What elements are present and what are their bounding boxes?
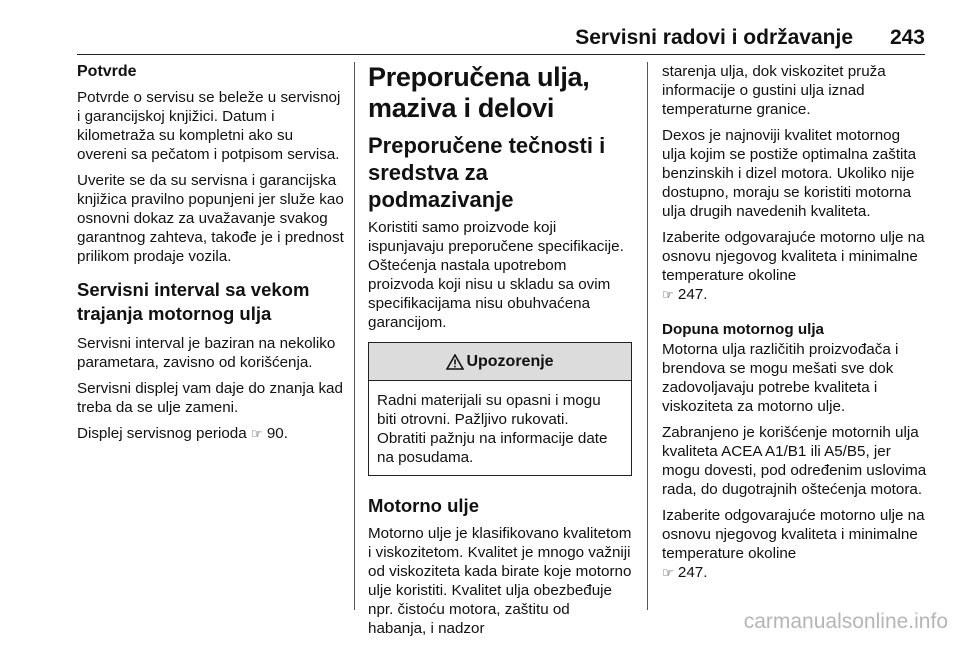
column-divider [354, 62, 355, 610]
paragraph: Motorna ulja različitih proizvođača i brendova se mogu mešati sve dok zadovoljavaju potrebe kvaliteta i viskoziteta za motorno ulje. [662, 341, 899, 415]
paragraph: Zabranjeno je korišćenje motornih ulja kvaliteta ACEA A1/B1 ili A5/B5, jer mogu dovesti, pod određenim uslovima rada, do dugotrajnih oštećenja motora. [662, 424, 927, 498]
page-reference-icon: ☞ [662, 287, 674, 302]
paragraph-with-reference: Izaberite odgovarajuće motorno ulje na osnovu njegovog kvaliteta i minimalne temperature okoline ☞ 247. [662, 507, 925, 581]
heading-service-interval: Servisni interval sa vekom trajanja motornog ulja [77, 279, 310, 324]
paragraph: starenja ulja, dok viskozitet pruža informacije o gustini ulja iznad temperaturne granice. [662, 63, 886, 118]
paragraph: Dexos je najnoviji kvalitet motornog ulja kojim se postiže optimalna zaštita benzinskih i dizel motora. Ukoliko nije dostupno, moraju se koristiti motorna ulja drugih navedenih kvaliteta. [662, 127, 917, 220]
page-reference[interactable]: 247. [677, 564, 708, 581]
paragraph: Motorno ulje je klasifikovano kvalitetom i viskozitetom. Kvalitet je mnogo važniji od viskoziteta kada birate koje motorno ulje koristiti. Kvalitet ulja obezbeđuje npr. čistoću motora, zaštitu od habanja, i nadzor [368, 525, 632, 637]
warning-triangle-icon [446, 354, 464, 370]
column-left [77, 62, 345, 450]
column-divider [647, 62, 648, 610]
heading-potvrde: Potvrde [77, 63, 137, 80]
warning-box [368, 342, 632, 476]
page-header [77, 0, 925, 55]
warning-body [369, 381, 631, 475]
heading-recommended-oils: Preporučena ulja, maziva i delovi [368, 62, 590, 123]
section-title: Servisni radovi i održavanje [575, 26, 853, 49]
page-reference-icon: ☞ [662, 565, 674, 580]
paragraph-with-reference: Izaberite odgovarajuće motorno ulje na osnovu njegovog kvaliteta i minimalne temperature okoline ☞ 247. [662, 229, 925, 303]
warning-text: Obratiti pažnju na informacije date na posudama. [377, 430, 608, 466]
heading-recommended-fluids: Preporučene tečnosti i sredstva za podmazivanje [368, 133, 606, 212]
page-reference[interactable]: 247. [677, 286, 708, 303]
paragraph: Koristiti samo proizvode koji ispunjavaju preporučene specifikacije. Oštećenja nastala upotrebom proizvoda koji nisu u skladu sa ovim specifikacijama nisu obuhvaćena garancijom. [368, 219, 624, 331]
page-reference[interactable]: 90. [266, 425, 288, 442]
paragraph: Uverite se da su servisna i garancijska knjižica pravilno popunjeni jer služe kao osnovni dokaz za uvažavanje svakog garantnog zahteva, takođe je i prednost prilikom prodaje vozila. [77, 172, 344, 265]
warning-title: Upozorenje [466, 352, 554, 370]
watermark: carmanualsonline.info [743, 610, 948, 633]
paragraph: Potvrde o servisu se beleže u servisnoj i garancijskoj knjižici. Datum i kilometraža su kompletni ako su overeni sa pečatom i potpisom servisa. [77, 89, 341, 163]
paragraph: Servisni displej vam daje do znanja kad treba da se ulje zameni. [77, 380, 343, 416]
page-reference-icon: ☞ [250, 426, 263, 441]
warning-header [369, 343, 631, 381]
warning-text: Radni materijali su opasni i mogu biti otrovni. Pažljivo rukovati. [377, 392, 601, 428]
column-right [662, 62, 927, 589]
page-number: 243 [889, 26, 925, 49]
heading-oil-topup: Dopuna motornog ulja [662, 321, 824, 338]
heading-motor-oil: Motorno ulje [368, 495, 479, 516]
column-middle [368, 62, 632, 645]
paragraph: Servisni interval je baziran na nekoliko parametara, zavisno od korišćenja. [77, 335, 336, 371]
paragraph-with-reference: Displej servisnog perioda ☞ 90. [77, 425, 288, 442]
